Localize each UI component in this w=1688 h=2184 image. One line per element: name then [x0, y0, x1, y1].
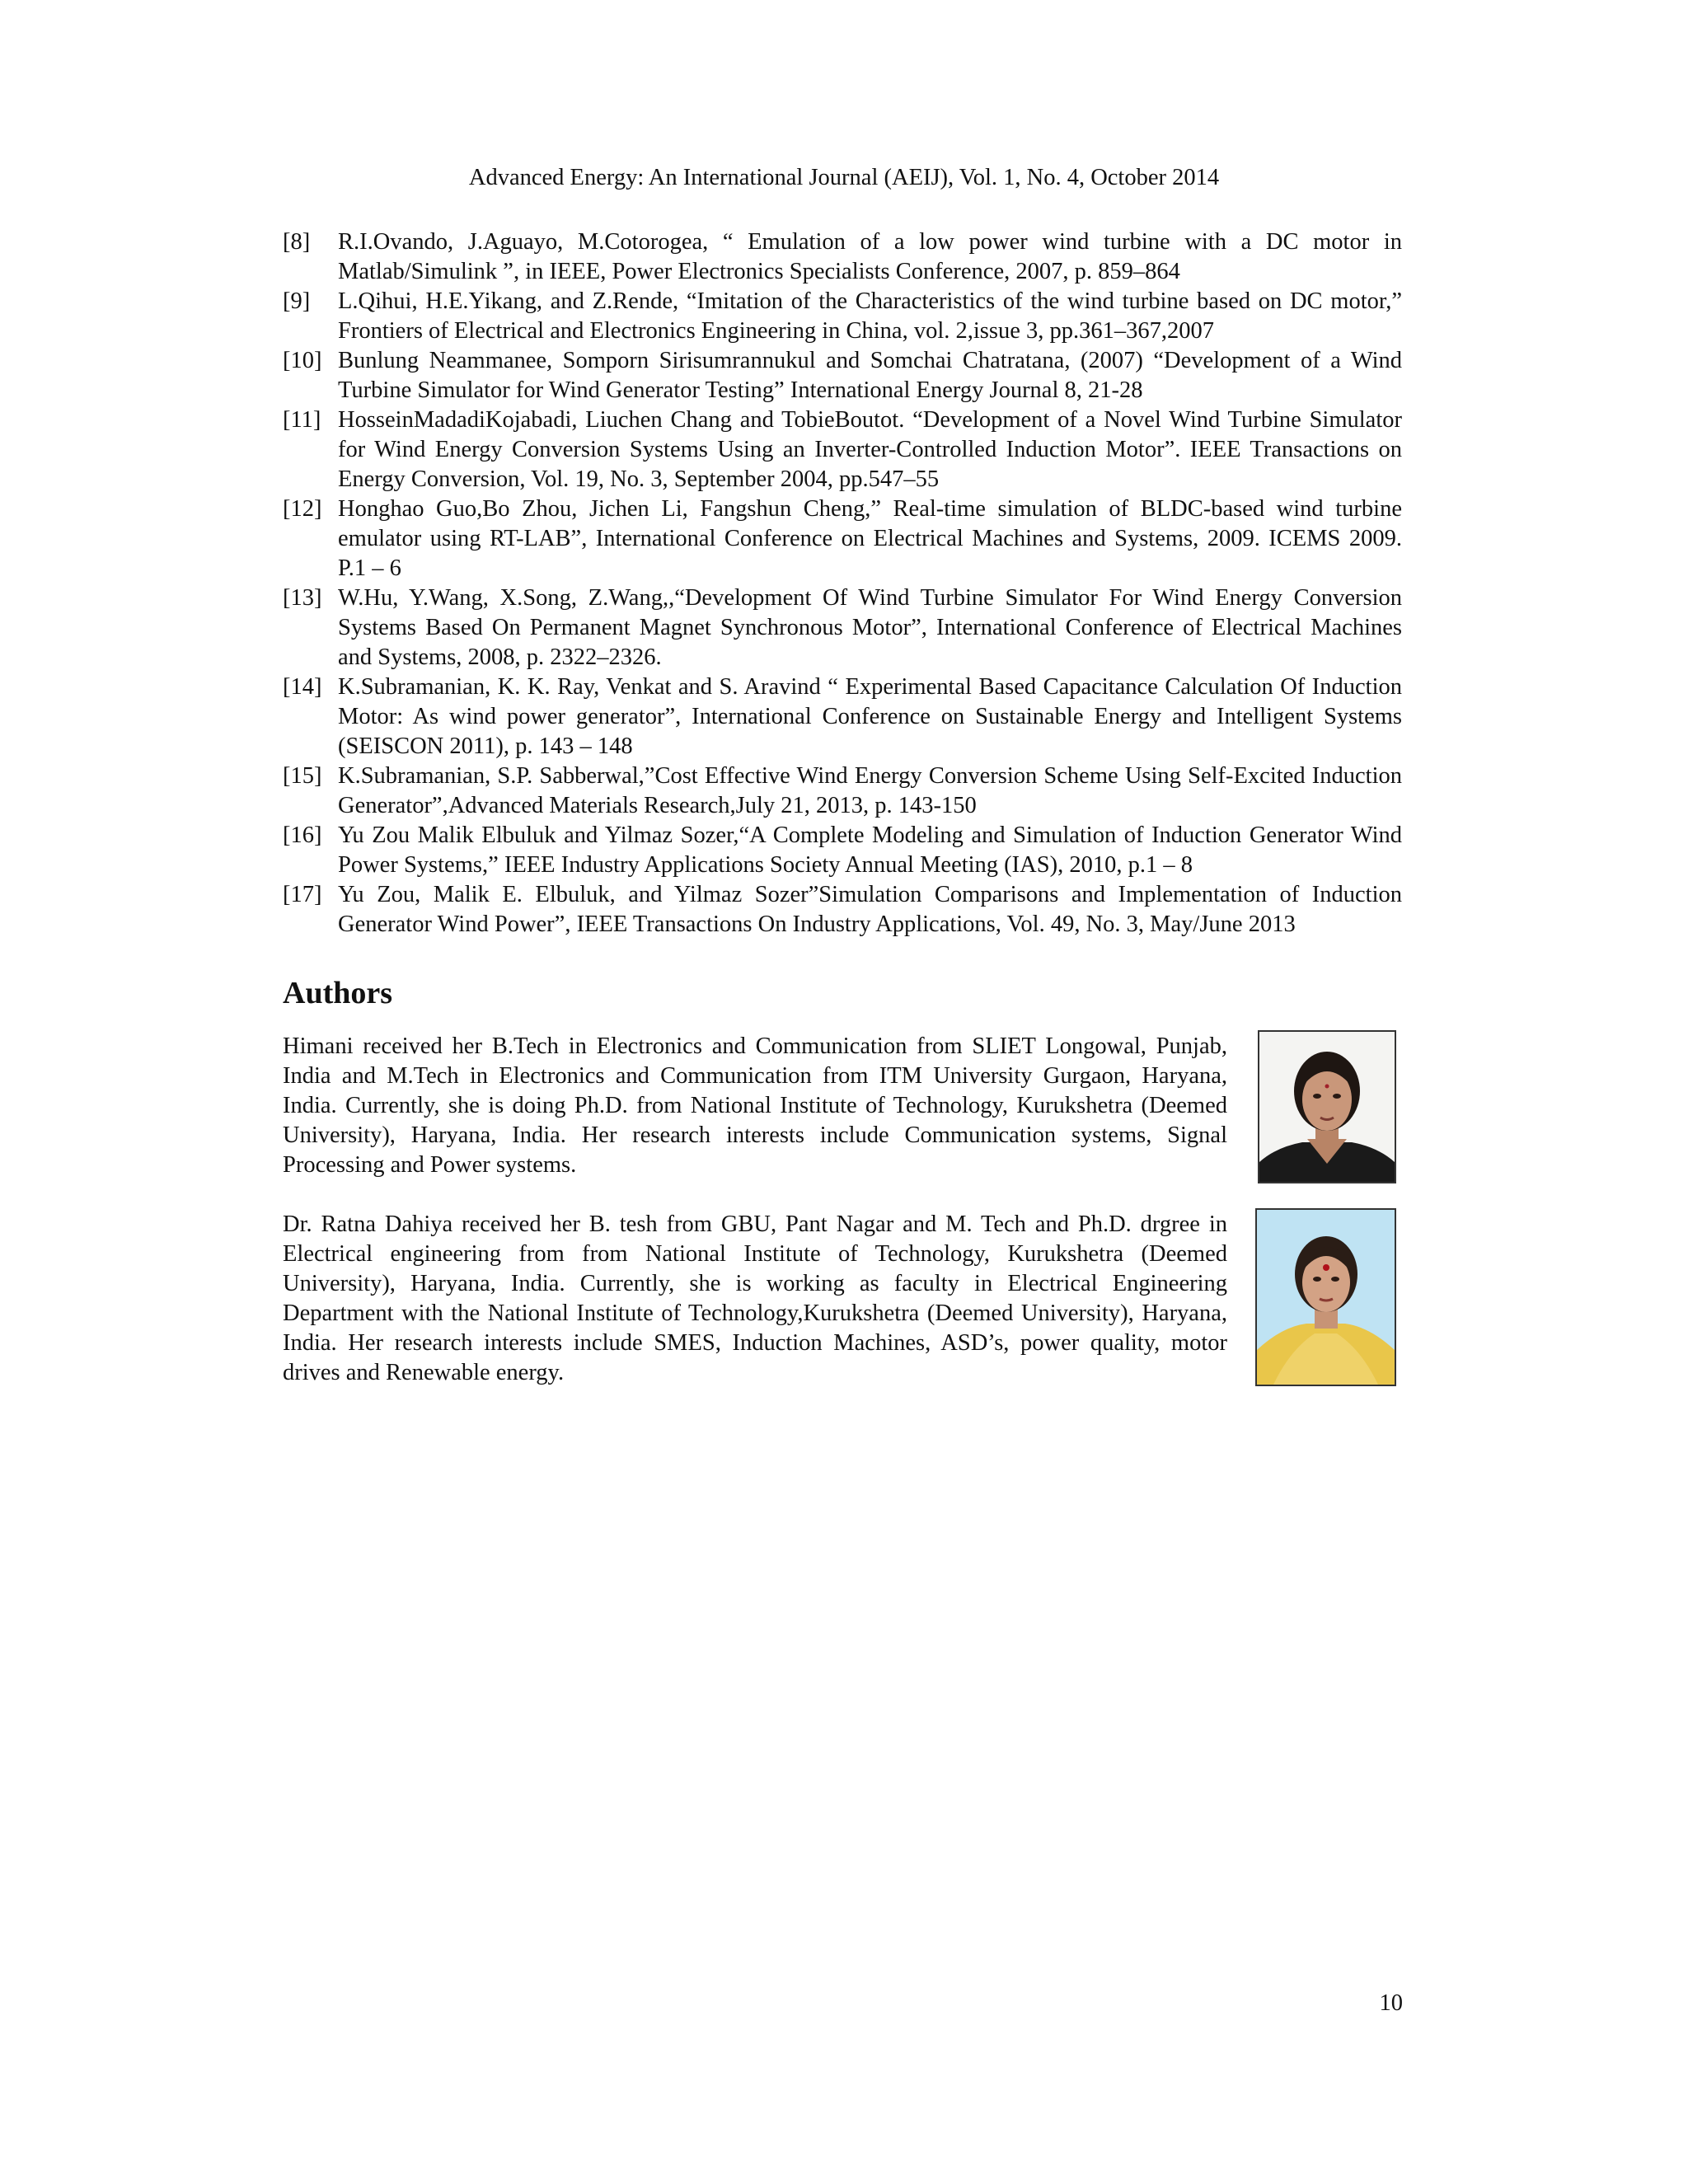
- page-content: [283, 227, 1402, 1388]
- reference-number: [13]: [283, 585, 322, 611]
- reference-number: [15]: [283, 763, 322, 789]
- author-bio-himani: [283, 1032, 1402, 1180]
- reference-text: W.Hu, Y.Wang, X.Song, Z.Wang,,“Development Of Wind Turbine Simulator For Wind Energy Conversion Systems Based On Permanent Magnet Synchronous Motor”, International Conference of Electrical Machines and Systems, 2008, p. 2322–2326.: [338, 585, 1402, 670]
- reference-item: [283, 405, 1402, 494]
- reference-text: L.Qihui, H.E.Yikang, and Z.Rende, “Imitation of the Characteristics of the wind turbine based on DC motor,” Frontiers of Electrical and Electronics Engineering in China, vol. 2,issue 3, pp.361–367,2007: [338, 288, 1402, 344]
- reference-number: [9]: [283, 288, 311, 314]
- reference-number: [14]: [283, 674, 322, 700]
- reference-text: Honghao Guo,Bo Zhou, Jichen Li, Fangshun Cheng,” Real-time simulation of BLDC-based wind turbine emulator using RT-LAB”, International Conference on Electrical Machines and Systems, 2009. ICEMS 2009. P.1 – 6: [338, 496, 1402, 581]
- reference-list: [283, 227, 1402, 940]
- reference-text: Yu Zou, Malik E. Elbuluk, and Yilmaz Sozer”Simulation Comparisons and Implementation of Induction Generator Wind Power”, IEEE Transactions On Industry Applications, Vol. 49, No. 3, May/June 2013: [338, 882, 1402, 937]
- reference-item: [283, 880, 1402, 940]
- reference-text: K.Subramanian, K. K. Ray, Venkat and S. Aravind “ Experimental Based Capacitance Calculation Of Induction Motor: As wind power generator”, International Conference on Sustainable Energy and Intelligent Systems (SEISCON 2011), p. 143 – 148: [338, 674, 1402, 759]
- reference-number: [11]: [283, 407, 321, 433]
- reference-item: [283, 673, 1402, 762]
- reference-number: [10]: [283, 348, 322, 373]
- author-photo: [1255, 1208, 1396, 1386]
- reference-text: K.Subramanian, S.P. Sabberwal,”Cost Effective Wind Energy Conversion Scheme Using Self-Excited Induction Generator”,Advanced Materials Research,July 21, 2013, p. 143-150: [338, 763, 1402, 818]
- reference-number: [16]: [283, 823, 322, 848]
- reference-item: [283, 287, 1402, 346]
- reference-item: [283, 821, 1402, 880]
- reference-item: [283, 346, 1402, 405]
- reference-item: [283, 494, 1402, 583]
- author-portrait-image: [1257, 1210, 1395, 1385]
- author-bio-text: Himani received her B.Tech in Electronics and Communication from SLIET Longowal, Punjab, India and M.Tech in Electronics and Communication from ITM University Gurgaon, Haryana, India. Currently, she is doing Ph.D. from National Institute of Technology, Kurukshetra (Deemed University), Haryana, India. Her research interests include Communication systems, Signal Processing and Power systems.: [283, 1033, 1227, 1178]
- reference-text: HosseinMadadiKojabadi, Liuchen Chang and TobieBoutot. “Development of a Novel Wind Turbine Simulator for Wind Energy Conversion Systems Using an Inverter-Controlled Induction Motor”. IEEE Transactions on Energy Conversion, Vol. 19, No. 3, September 2004, pp.547–55: [338, 407, 1402, 492]
- reference-number: [17]: [283, 882, 322, 907]
- reference-number: [8]: [283, 229, 311, 255]
- page-number: 10: [1379, 1990, 1403, 2016]
- author-bio-text: Dr. Ratna Dahiya received her B. tesh from GBU, Pant Nagar and M. Tech and Ph.D. drgree in Electrical engineering from from National Institute of Technology, Kurukshetra (Deemed University), Haryana, India. Currently, she is working as faculty in Electrical Engineering Department with the National Institute of Technology,Kurukshetra (Deemed University), Haryana, India. Her research interests include SMES, Induction Machines, ASD’s, power quality, motor drives and Renewable energy.: [283, 1212, 1227, 1385]
- reference-item: [283, 227, 1402, 287]
- author-photo: [1258, 1030, 1396, 1183]
- reference-text: R.I.Ovando, J.Aguayo, M.Cotorogea, “ Emulation of a low power wind turbine with a DC motor in Matlab/Simulink ”, in IEEE, Power Electronics Specialists Conference, 2007, p. 859–864: [338, 229, 1402, 284]
- author-bio-ratna-dahiya: [283, 1210, 1402, 1388]
- reference-item: [283, 762, 1402, 821]
- reference-text: Yu Zou Malik Elbuluk and Yilmaz Sozer,“A Complete Modeling and Simulation of Induction Generator Wind Power Systems,” IEEE Industry Applications Society Annual Meeting (IAS), 2010, p.1 – 8: [338, 823, 1402, 878]
- authors-heading: Authors: [283, 976, 393, 1010]
- reference-number: [12]: [283, 496, 322, 522]
- reference-item: [283, 583, 1402, 673]
- running-header: Advanced Energy: An International Journal (AEIJ), Vol. 1, No. 4, October 2014: [468, 165, 1220, 190]
- author-portrait-image: [1259, 1032, 1395, 1182]
- reference-text: Bunlung Neammanee, Somporn Sirisumrannukul and Somchai Chatratana, (2007) “Development of a Wind Turbine Simulator for Wind Generator Testing” International Energy Journal 8, 21-28: [338, 348, 1402, 403]
